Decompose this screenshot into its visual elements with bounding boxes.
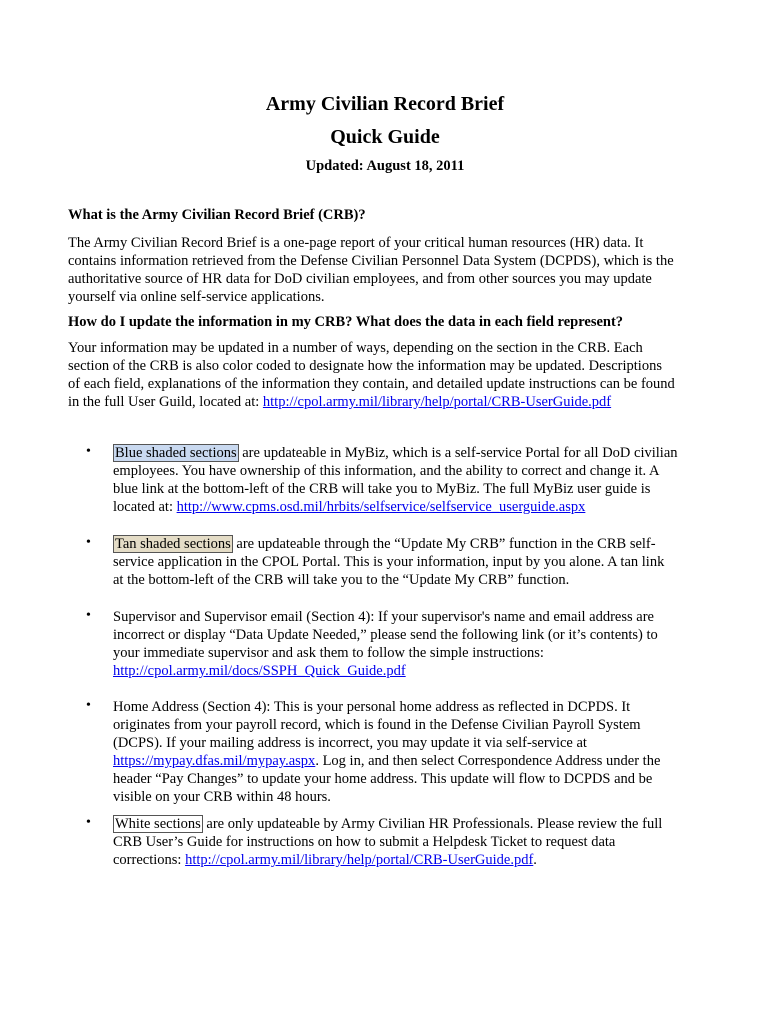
list-item-supervisor [113,608,713,680]
item-text: located at: [113,499,177,515]
document-subtitle: Quick Guide [330,126,440,148]
answer-how-to-update [68,339,708,411]
crb-user-guide-link[interactable]: http://cpol.army.mil/library/help/portal/CRB-UserGuide.pdf [262,394,612,410]
item-text: are only updateable by Army Civilian HR Professionals. Please review the full [202,816,663,832]
item-text: corrections: [113,852,186,868]
updated-date: Updated: August 18, 2011 [305,158,465,174]
paragraph-line [68,393,708,411]
list-item-tan-sections [113,535,713,589]
paragraph-text: in the full User Guild, located at: [68,394,263,410]
item-line: visible on your CRB within 48 hours. [113,789,331,805]
item-line [113,662,713,680]
item-line: your immediate supervisor and ask them to follow the simple instructions: [113,645,544,661]
bullet-icon: • [86,444,91,459]
paragraph-line: of each field, explanations of the information they contain, and detailed update instructions can be found [68,376,675,392]
item-line [113,851,713,869]
item-line: originates from your payroll record, which is found in the Defense Civilian Payroll System [113,717,641,733]
crb-user-guide-link-2[interactable]: http://cpol.army.mil/library/help/portal/CRB-UserGuide.pdf [185,852,534,868]
blue-section-swatch: Blue shaded sections [115,445,237,461]
paragraph-line: Your information may be updated in a number of ways, depending on the section in the CRB. Each [68,340,643,356]
bullet-icon: • [86,698,91,713]
tan-section-swatch: Tan shaded sections [115,536,231,552]
item-text: are updateable in MyBiz, which is a self-service Portal for all DoD civilian [238,445,678,461]
item-line: service application in the CPOL Portal. This is your information, input by you alone. A tan link [113,554,665,570]
answer-what-is-crb [68,234,708,306]
paragraph-line: authoritative source of HR data for DoD civilian employees, and from other sources you may update [68,271,652,287]
item-line [113,444,713,462]
paragraph-line: contains information retrieved from the Defense Civilian Personnel Data System (DCPDS), which is the [68,253,674,269]
item-line [113,815,713,833]
paragraph-line: The Army Civilian Record Brief is a one-page report of your critical human resources (HR) data. It [68,235,644,251]
mybiz-guide-link[interactable]: http://www.cpms.osd.mil/hrbits/selfservice/selfservice_userguide.aspx [176,499,586,515]
item-line: blue link at the bottom-left of the CRB will take you to MyBiz. The full MyBiz user guide is [113,481,651,497]
bullet-icon: • [86,815,91,830]
question-what-is-crb: What is the Army Civilian Record Brief (CRB)? [68,207,366,223]
item-text: . [533,852,537,868]
mypay-link[interactable]: https://mypay.dfas.mil/mypay.aspx [113,753,316,769]
item-text: . Log in, and then select Correspondence Address under the [315,753,661,769]
item-text: are updateable through the “Update My CRB” function in the CRB self- [232,536,656,552]
item-line: at the bottom-left of the CRB will take you to the “Update My CRB” function. [113,572,570,588]
item-line [113,498,713,516]
item-line [113,752,713,770]
ssph-quick-guide-link[interactable]: http://cpol.army.mil/docs/SSPH_Quick_Guide.pdf [113,663,406,679]
item-line: employees. You have ownership of this information, and the ability to correct and change it. A [113,463,660,479]
item-line: incorrect or display “Data Update Needed,” please send the following link (or it’s contents) to [113,627,658,643]
item-line: header “Pay Changes” to update your home address. This update will flow to DCPDS and be [113,771,653,787]
bullet-icon: • [86,608,91,623]
question-how-to-update: How do I update the information in my CRB? What does the data in each field represent? [68,314,624,330]
paragraph-line: yourself via online self-service applications. [68,289,325,305]
list-item-home-address [113,698,713,806]
list-item-blue-sections [113,444,713,516]
document-title: Army Civilian Record Brief [265,93,505,115]
bullet-icon: • [86,535,91,550]
paragraph-line: section of the CRB is also color coded to designate how the information may be updated. Descriptions [68,358,662,374]
list-item-white-sections [113,815,713,869]
item-line: (DCPS). If your mailing address is incorrect, you may update it via self-service at [113,735,587,751]
item-line: CRB User’s Guide for instructions on how to submit a Helpdesk Ticket to request data [113,834,616,850]
item-line: Supervisor and Supervisor email (Section 4): If your supervisor's name and email address are [113,609,654,625]
white-section-swatch: White sections [115,816,201,832]
item-line [113,535,713,553]
item-line: Home Address (Section 4): This is your personal home address as reflected in DCPDS. It [113,699,631,715]
